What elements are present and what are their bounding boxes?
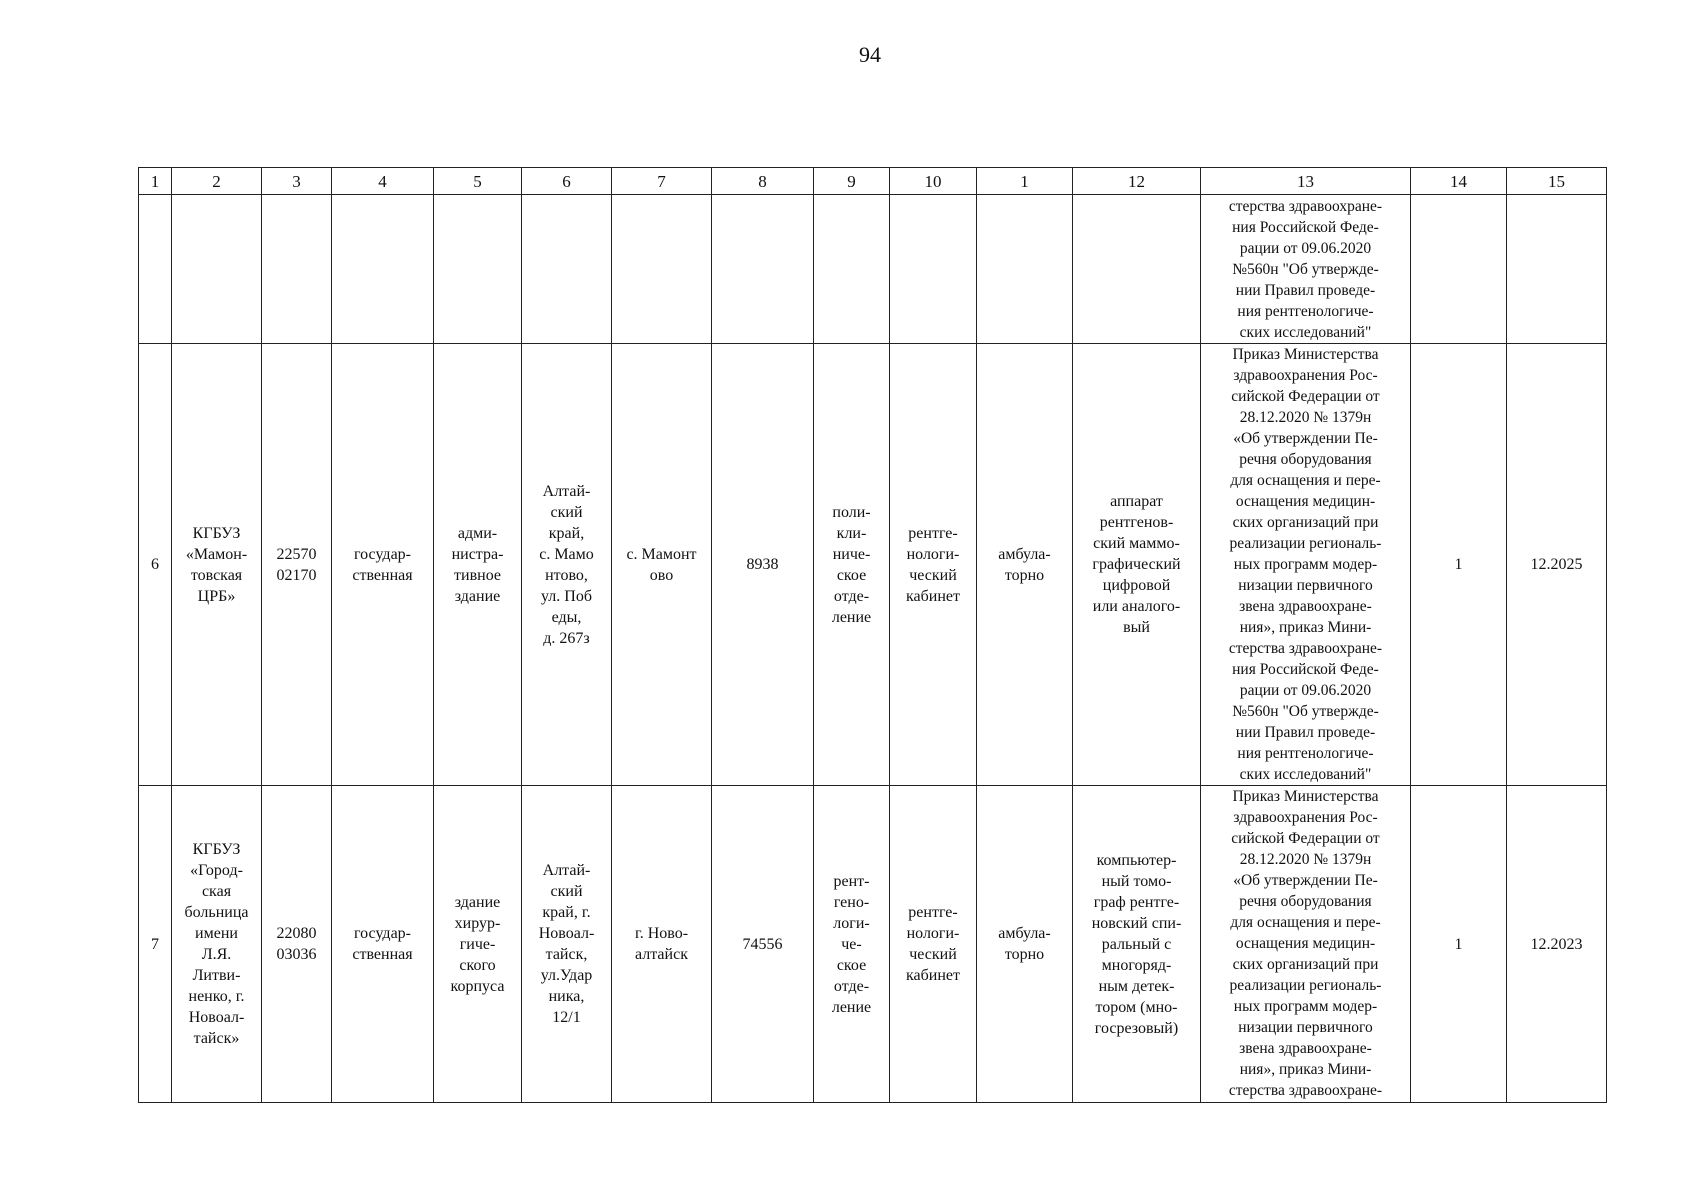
building-cell: здание хирур- гиче- ского корпуса (434, 786, 522, 1103)
ownership-cell: государ- ственная (332, 786, 434, 1103)
legal-basis-cell: Приказ Министерства здравоохранения Рос- сийской Федерации от 28.12.2020 № 1379н «Об утверждении Пе- речня оборудования для оснащения и пере- оснащения медицин- ских организаций при реализации региональ- ных программ модер- низации первичного звена здравоохране- ния», приказ Мини- стерства здравоохране- ния Российской Феде- рации от 09.06.2020 №560н "Об утвержде- нии Правил проведе- ния рентгенологиче- ских исследований" (1201, 344, 1411, 786)
legal-basis-cell: Приказ Министерства здравоохранения Рос- сийской Федерации от 28.12.2020 № 1379н «Об утверждении Пе- речня оборудования для оснащения и пере- оснащения медицин- ских организаций при реализации региональ- ных программ модер- низации первичного звена здравоохране- ния», приказ Мини- стерства здравоохране- (1201, 786, 1411, 1103)
equipment-cell: компьютер- ный томо- граф рентге- новский спи- ральный с многоряд- ным детек- тором (мно- госрезовый) (1073, 786, 1201, 1103)
row-number-cell: 6 (139, 344, 172, 786)
building-cell: адми- нистра- тивное здание (434, 344, 522, 786)
table-cell (262, 195, 332, 344)
row-number-cell: 7 (139, 786, 172, 1103)
code-cell: 22570 02170 (262, 344, 332, 786)
header-cell: 2 (172, 168, 262, 195)
table-cell (1411, 195, 1507, 344)
table-cell (612, 195, 712, 344)
table-cell (522, 195, 612, 344)
table-cell (139, 195, 172, 344)
header-cell: 14 (1411, 168, 1507, 195)
settlement-cell: г. Ново- алтайск (612, 786, 712, 1103)
table-cell (1073, 195, 1201, 344)
ownership-cell: государ- ственная (332, 344, 434, 786)
table-cell (977, 195, 1073, 344)
table-cell (1507, 195, 1607, 344)
date-cell: 12.2023 (1507, 786, 1607, 1103)
cabinet-cell: рентге- нологи- ческий кабинет (890, 344, 977, 786)
table-cell (814, 195, 890, 344)
header-cell: 1 (139, 168, 172, 195)
header-cell: 8 (712, 168, 814, 195)
cabinet-cell: рентге- нологи- ческий кабинет (890, 786, 977, 1103)
address-cell: Алтай- ский край, г. Новоал- тайск, ул.Удар ника, 12/1 (522, 786, 612, 1103)
continuation-row (139, 195, 1607, 344)
table-row (139, 344, 1607, 786)
table-row (139, 786, 1607, 1103)
header-cell: 1 (977, 168, 1073, 195)
legal-basis-cell: стерства здравоохране- ния Российской Феде- рации от 09.06.2020 №560н "Об утвержде- нии Правил проведе- ния рентгенологиче- ских исследований" (1201, 195, 1411, 344)
population-cell: 8938 (712, 344, 814, 786)
page-number: 94 (859, 42, 881, 67)
population-cell: 74556 (712, 786, 814, 1103)
quantity-cell: 1 (1411, 344, 1507, 786)
header-cell: 6 (522, 168, 612, 195)
care-type-cell: амбула- торно (977, 786, 1073, 1103)
table-header-row (139, 168, 1607, 195)
table-cell (332, 195, 434, 344)
settlement-cell: с. Мамонт ово (612, 344, 712, 786)
table-cell (712, 195, 814, 344)
quantity-cell: 1 (1411, 786, 1507, 1103)
header-cell: 7 (612, 168, 712, 195)
equipment-cell: аппарат рентгенов- ский маммо- графический цифровой или аналого- вый (1073, 344, 1201, 786)
header-cell: 15 (1507, 168, 1607, 195)
header-cell: 13 (1201, 168, 1411, 195)
care-type-cell: амбула- торно (977, 344, 1073, 786)
department-cell: рент- гено- логи- че- ское отде- ление (814, 786, 890, 1103)
header-cell: 10 (890, 168, 977, 195)
table-cell (890, 195, 977, 344)
table-cell (434, 195, 522, 344)
department-cell: поли- кли- ниче- ское отде- ление (814, 344, 890, 786)
header-cell: 9 (814, 168, 890, 195)
organization-cell: КГБУЗ «Мамон- товская ЦРБ» (172, 344, 262, 786)
header-cell: 3 (262, 168, 332, 195)
date-cell: 12.2025 (1507, 344, 1607, 786)
equipment-table (138, 167, 1607, 1103)
header-cell: 12 (1073, 168, 1201, 195)
table-cell (172, 195, 262, 344)
address-cell: Алтай- ский край, с. Мамо нтово, ул. Поб еды, д. 267з (522, 344, 612, 786)
header-cell: 5 (434, 168, 522, 195)
organization-cell: КГБУЗ «Город- ская больница имени Л.Я. Литви- ненко, г. Новоал- тайск» (172, 786, 262, 1103)
code-cell: 22080 03036 (262, 786, 332, 1103)
header-cell: 4 (332, 168, 434, 195)
